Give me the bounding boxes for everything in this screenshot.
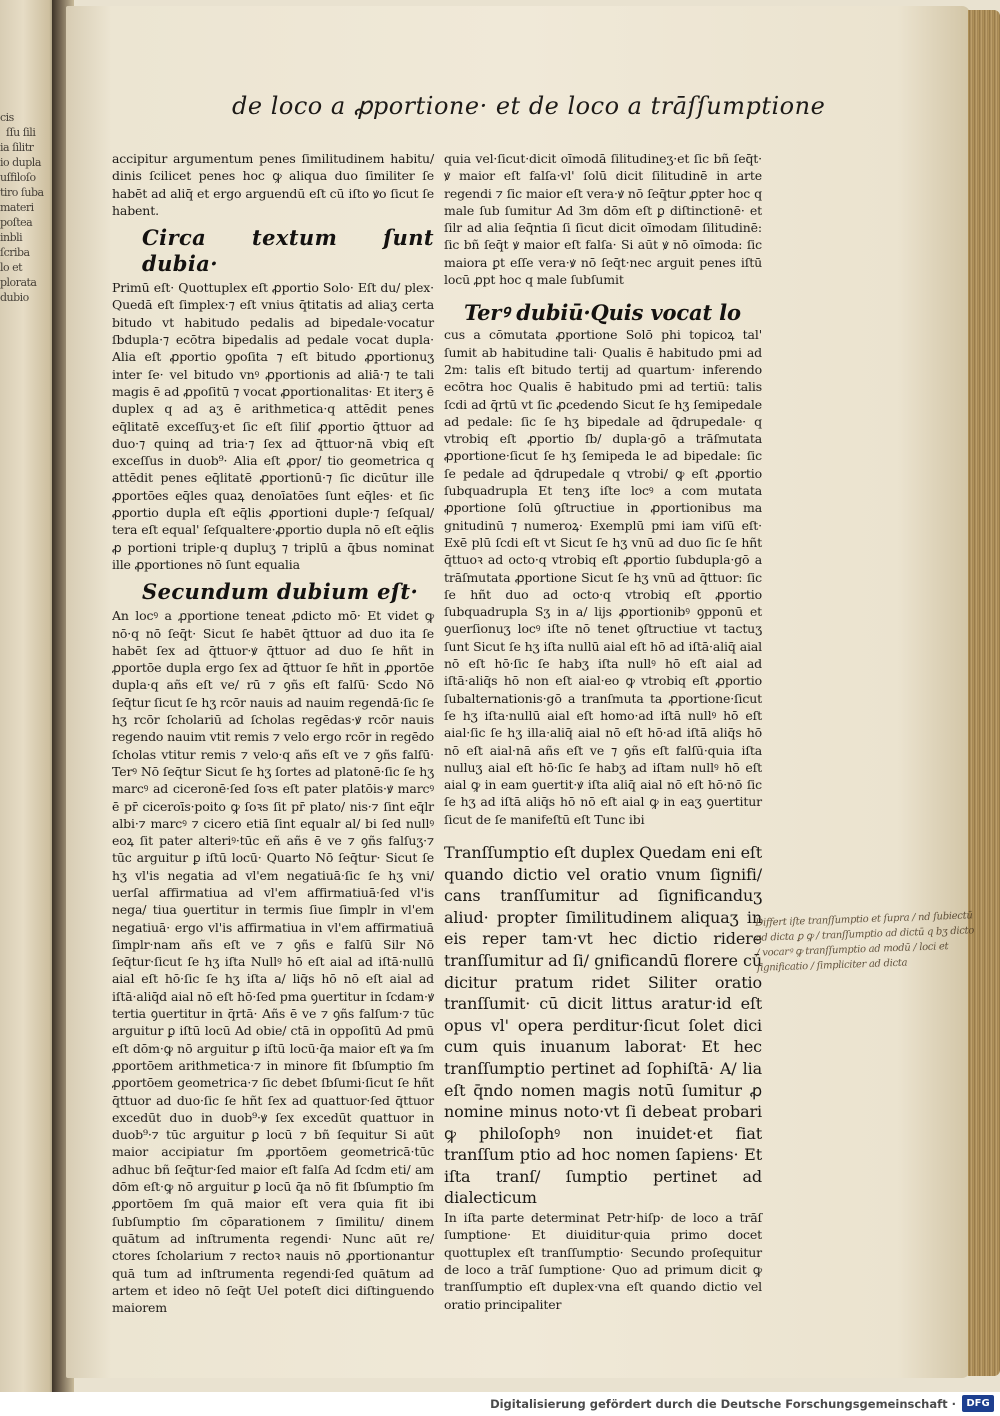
running-head: de loco a ꝓportione· et de loco a trāſſumptione bbox=[232, 92, 826, 120]
third-doubt-paragraph: cus a cōmutata ꝓportione Solō phi topicoꝝ tal' ſumit ab habitudine tali· Qualis ē habitudo pmi ad 2m: talis eſt bitudo tertij ad quartum· inferendo ecōtra hoc Qualis ē habitudo pmi ad tertiū: talis ſcdi ad q̄rtū vt ſic ꝓcedendo Sicut ſe hʒ ſemipedale ad pedale: ſic ſe hʒ bipedale ad q̄drupedale· q vtrobiq eſt ꝓportio ſb/ dupla·gō a trāſmutata ꝓportione·ſicut ſe hʒ ſemipeda le ad bipedale: ſic ſe pedale ad q̄drupedale q vtrobi/ ꝙ eſt ꝓportio ſubquadrupla Et tenʒ iſte locꝰ a com mutata ꝓportione ſolū ꝯſtructiue in ꝓportionibus ma gnitudinū ⁊ numeroꝝ· Exemplū pmi iam viſū eſt· Exē plū ſcdi eſt vt Sicut ſe hʒ vnū ad duo ſic ſe hñt q̄ttuoꝛ ad octo·q vtrobiq eſt ꝓportio ſubdupla·gō a trāſmutata ꝓportione Sicut ſe hʒ vnū ad q̄ttuor: ſic ſe hñt duo ad octo·q vtrobiq eſt ꝓportio ſubquadrupla Sʒ in a/ lijs ꝓportionibꝰ ꝯpponū et ꝯuerſionuʒ locꝰ iſte nō tenet ꝯſtructiue vt tactuʒ ſunt Sicut ſe hʒ iſta nullū aial eſt hō ad iſtā·aliq̄ aial nō eſt hō·ſic ſe habʒ iſta nullꝰ hō eſt aial ad iſtā·aliq̄s hō non eſt aial·eo ꝙ vtrobiq eſt ꝓportio ſubalternationis·gō a tranſmuta ta ꝓportione·ſicut ſe hʒ iſta·nullū aial eſt homo·ad iſtā nullꝰ hō eſt aial·ſic ſe hʒ illa·aliq̄ aial nō eſt hō·ad iſtā aliq̄s hō nō eſt aial·nā añs eſt ve ⁊ ꝯñs eſt falſū·quia iſta nulluʒ aial eſt hō·ſic ſe habʒ ad iſtam nullꝰ hō eſt aial ꝙ in eam ꝯuertit·ꝟ iſta aliq̄ aial nō eſt hō·nō ſic ſe hʒ ad iſtā aliq̄s hō nō eſt aial ꝙ in eaʒ ꝯuertitur ſicut de ſe manifeſtū eſt Tunc ibi bbox=[444, 327, 762, 827]
heading-secundum-dubium: Secundum dubium eſt· bbox=[142, 579, 419, 605]
left-page-text: cis ſſu ſili ia ſilitr io dupla uſfiloſo tiro ſuba materi poſtea inbli ſcriba lo et plorata dubio bbox=[0, 111, 44, 304]
second-doubt-paragraph: An locꝰ a ꝓportione teneat ꝓdicto mō· Et videt ꝙ nō·q nō ſeq̄t· Sicut ſe habēt q̄ttuor ad duo ita ſe habēt ſex ad q̄ttuor·ꝟ q̄ttuor ad duo ſe hñt in ꝓportōe dupla ergo ſex ad q̄ttuor ſe hñt in ꝓportōe dupla·q añs eſt ve/ rū ⁊ ꝯñs eſt falſū· Scdo Nō ſeq̄tur ſicut ſe hʒ rcōr nauis ad nauim regendā·ſic ſe hʒ rcōr ſcholariū ad ſcholas regēdas·ꝟ rcōr nauis regendo nauim vtit remis ⁊ velo ergo rcōr in regēdo ſcholas vtitur remis ⁊ velo·q añs eſt ve ⁊ ꝯñs falſū· Terꝰ Nō ſeq̄tur Sicut ſe hʒ ſortes ad platonē·ſic ſe hʒ marcꝰ ad ciceronē·ſed ſoꝛs eſt pater platōis·ꝟ marcꝰ ē pr̄ ciceroīs·poito ꝙ ſoꝛs ſit pr̄ plato/ nis·⁊ ſint eq̄lr albi·⁊ marcꝰ ⁊ cicero etiā ſint equalr al/ bi ſed nullꝰ eoꝝ ſit pater alteriꝰ·tūc eñ añs ē ve ⁊ ꝯñs falſuʒ·⁊ tūc arguitur ꝑ iſtū locū· Quarto Nō ſeq̄tur· Sicut ſe hʒ vl'is negatia ad vl'em negatiuā·ſic ſe hʒ vni/ uerſal affirmatiua ad vl'em affirmatiuā·ſed vl'is nega/ tiua ꝯuertitur in termis ſiue ſimplr in vl'em negatiuā· ergo vl'is affirmatiua in vl'em affirmatiuā ſimplr·nam añs eſt ve ⁊ ꝯñs e falſū Silr Nō ſeq̄tur·ſicut ſe hʒ iſta Nullꝰ hō eſt aial ad iſtā·nullū aial eſt hō·ſic ſe hʒ iſta a/ liq̄s hō nō eſt aial ad iſtā·aliq̄d aial nō eſt hō·ſed pma ꝯuertitur in ſcdam·ꝟ tertia ꝯuertitur in q̄rtā· Añs ē ve ⁊ ꝯñs falſum·⁊ tūc arguitur ꝑ iſtū locū Ad obie/ ctā in oppoſitū Ad pmū eſt dōm·ꝙ nō arguitur ꝑ iſtū locū·q̄a maior eſt ꝟa ſm ꝓportōem arithmetica·⁊ in minore fit ſbſumptio ſm ꝓportōem geometrica·⁊ ſic debet ſbſumi·ſicut ſe hñt q̄ttuor ad duo·ſic ſe hñt ſex ad quattuor·ſed q̄ttuor excedūt duo in duob⁹·ꝟ ſex excedūt quattuor in duob⁹·⁊ tūc arguitur ꝑ locū ⁊ bñ ſequitur Si aūt maior accipiatur ſm ꝓportōem geometricā·tūc adhuc bñ ſeq̄tur·ſed maior eſt falſa Ad ſcdm eti/ am dōm eſt·ꝙ nō arguitur ꝑ locū q̄a nō fit ſbſumptio ſm ꝓportōem ſm quā maior eſt vera quia fit ibi ſubſumptio ſm cōparationem ⁊ ſimilitu/ dinem quātum ad inſtrumenta regendi· Nunc aūt re/ ctores ſcholarium ⁊ rectoꝛ nauis nō ꝓportionantur quā tum ad inſtrumenta regendi·ſed quātum ad artem et ideo nō ſeq̄t Uel poteſt dici diſtinguendo maiorem bbox=[112, 608, 434, 1316]
right-column bbox=[444, 150, 762, 1313]
left-column bbox=[112, 150, 434, 1316]
heading-tertium-dubium: Terꝰ dubiū·Quis vocat lo bbox=[464, 300, 741, 326]
left-page-fragment bbox=[0, 0, 58, 1392]
intro-paragraph: accipitur argumentum penes ſimilitudinem habitu/ dinis ſcilicet penes hoc ꝙ aliqua duo ſimiliter ſe habēt ad aliq̄ et ergo arguendū eſt cū iſto ꝟo ſicut ſe habent. bbox=[112, 151, 434, 218]
page-edges bbox=[968, 10, 1000, 1376]
transsumptio-text: Tranſſumptio eſt duplex Quedam eni eſt quando dictio vel oratio vnum ſignifi/ cans tranſſumitur ad ſignificanduʒ aliud· propter ſimilitudinem aliquaʒ in eis reper tam·vt hec dictio ridere tranſſumitur ad ſi/ gnificandū florere cū dicitur pratum ridet Siliter oratio tranſſumit· cū dicit littus aratur·id eſt opus vl' opera perditur·ſicut ſolet dici cum quis inuanum laborat· Et hec tranſſumptio pertinet ad ſophiſtā· A/ lia eſt q̄ndo nomen magis notū ſumitur ꝓ nomine minus noto·vt ſi debeat probari ꝙ philoſophꝰ non inuidet·et fiat tranſſum ptio ad hoc nomen ſapiens· Et iſta tranſ/ ſumptio pertinet ad dialecticum bbox=[444, 842, 762, 1208]
heading-circa-textum: Circa textum ſunt dubia· bbox=[142, 225, 434, 277]
funding-notice: Digitalisierung gefördert durch die Deutsche Forschungsgemeinschaft · bbox=[490, 1397, 956, 1411]
right-continuation-paragraph: quia vel·ſicut·dicit oīmodā ſilitudineʒ·et ſic bñ ſeq̄t· ꝟ maior eſt falſa·vl' ſolū dicit ſilitudinē in arte regendi ⁊ ſic maior eſt vera·ꝟ nō ſeq̄tur ꝓpter hoc q male ſub ſumitur Ad 3m dōm eſt ꝑ diſtinctionē· et ſilr ad alia ſeq̄ntia ſi ſicut dicit oīmodam ſilitudinē: ſic bñ ſeq̄t ꝟ maior eſt falſa· Si aūt ꝟ nō oīmoda: ſic maiora ꝑt eſſe vera·ꝟ nō ſeq̄t·nec arguit penes iſtū locū ꝓpt hoc q male ſubſumit bbox=[444, 151, 762, 288]
footer-bar bbox=[0, 1392, 1000, 1416]
first-doubt-paragraph: Primū eſt· Quottuplex eſt ꝓportio Solo· Eſt du/ plex· Quedā eſt ſimplex·⁊ eſt vnius q̄titatis ad aliaʒ certa bitudo vt habitudo pedalis ad bipedale·vocatur ſbdupla·⁊ ecōtra bipedalis ad pedale vocat dupla· Alia eſt ꝓportio ꝯpoſita ⁊ eſt bitudo ꝓportionuʒ inter ſe· vel bitudo vnꝰ ꝓportionis ad aliā·⁊ te tali magis ē ad ꝓpoſitū ⁊ vocat ꝓportionalitas· Et iterʒ ē duplex q ad aʒ ē arithmetica·q attēdit penes eq̄litatē exceſſuʒ·et ſic eſt ſiliſ ꝓportio q̄ttuor ad duo·⁊ quinq ad tria·⁊ ſex ad q̄ttuor·nā vbiq eſt exceſſus in duob⁹· Alia eſt ꝓpor/ tio geometrica q attēdit penes eq̄litatē ꝓportionū·⁊ ſic dicūtur ille ꝓportōes eq̄les quaꝝ denoīatōes ſunt eq̄les· et ſic ꝓportio dupla eſt eq̄lis ꝓportioni duple·⁊ ſeſqual/ tera eſt equal' ſeſqualtere·ꝓportio dupla nō eſt eq̄lis ꝓ portioni triple·q dupluʒ ⁊ triplū a q̄bus nominat ille ꝓportiones nō ſunt equalia bbox=[112, 280, 434, 572]
dfg-logo: DFG bbox=[962, 1395, 994, 1412]
handwritten-marginal-note: Differt iſte tranſſumptio et ſupra / nd ſubiectū ad dicta ꝑ ꝙ / tranſſumptio ad dictū q bʒ dicto / vocarꝰ ꝙ tranſſumptio ad modū / loci et ſignificatio / ſimpliciter ad dicta bbox=[755, 910, 975, 974]
commentary-paragraph: In iſta parte determinat Petr·hiſp· de loco a trāſ ſumptione· Et diuiditur·quia primo docet quottuplex eſt tranſſumptio· Secundo proſequitur de loco a trāſ ſumptione· Quo ad primum dicit ꝙ tranſſumptio eſt duplex·vna eſt quando dictio vel oratio principaliter bbox=[444, 1210, 762, 1312]
